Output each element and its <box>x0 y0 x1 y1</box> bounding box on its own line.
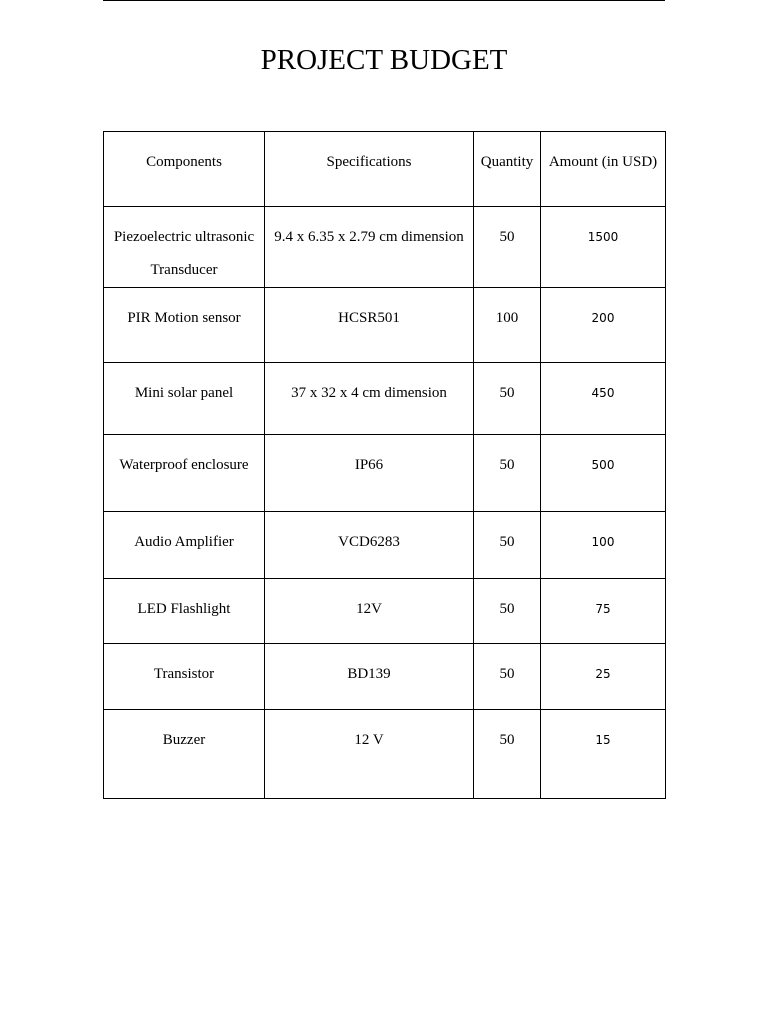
specification-cell: BD139 <box>265 644 474 710</box>
amount-cell: 200 <box>541 288 666 363</box>
component-cell: PIR Motion sensor <box>104 288 265 363</box>
top-rule <box>103 0 665 1</box>
specification-cell: 37 x 32 x 4 cm dimension <box>265 363 474 435</box>
table-row <box>104 644 666 710</box>
component-cell: Waterproof enclosure <box>104 435 265 512</box>
specification-cell: VCD6283 <box>265 512 474 579</box>
component-cell: Mini solar panel <box>104 363 265 435</box>
specification-cell: IP66 <box>265 435 474 512</box>
quantity-cell: 50 <box>474 363 541 435</box>
amount-cell: 75 <box>541 579 666 644</box>
component-cell: Audio Amplifier <box>104 512 265 579</box>
table-header-row <box>104 132 666 207</box>
page-title: PROJECT BUDGET <box>260 44 508 77</box>
header-quantity: Quantity <box>474 132 541 207</box>
amount-cell: 100 <box>541 512 666 579</box>
component-cell: Buzzer <box>104 710 265 799</box>
quantity-cell: 50 <box>474 512 541 579</box>
quantity-cell: 50 <box>474 644 541 710</box>
amount-cell: 1500 <box>541 207 666 288</box>
specification-cell: 12V <box>265 579 474 644</box>
specification-cell: 12 V <box>265 710 474 799</box>
quantity-cell: 50 <box>474 207 541 288</box>
budget-table <box>103 131 666 799</box>
header-components: Components <box>104 132 265 207</box>
component-cell: Transistor <box>104 644 265 710</box>
specification-cell: 9.4 x 6.35 x 2.79 cm dimension <box>265 207 474 288</box>
table-row <box>104 512 666 579</box>
header-specifications: Specifications <box>265 132 474 207</box>
table-row <box>104 435 666 512</box>
amount-cell: 450 <box>541 363 666 435</box>
table-row <box>104 710 666 799</box>
table-row <box>104 363 666 435</box>
component-cell: LED Flashlight <box>104 579 265 644</box>
quantity-cell: 50 <box>474 710 541 799</box>
table-row <box>104 579 666 644</box>
table-row <box>104 288 666 363</box>
quantity-cell: 100 <box>474 288 541 363</box>
quantity-cell: 50 <box>474 579 541 644</box>
header-amount: Amount (in USD) <box>541 132 666 207</box>
amount-cell: 500 <box>541 435 666 512</box>
amount-cell: 25 <box>541 644 666 710</box>
table-row <box>104 207 666 288</box>
component-cell: Piezoelectric ultrasonic Transducer <box>104 207 265 288</box>
amount-cell: 15 <box>541 710 666 799</box>
specification-cell: HCSR501 <box>265 288 474 363</box>
quantity-cell: 50 <box>474 435 541 512</box>
